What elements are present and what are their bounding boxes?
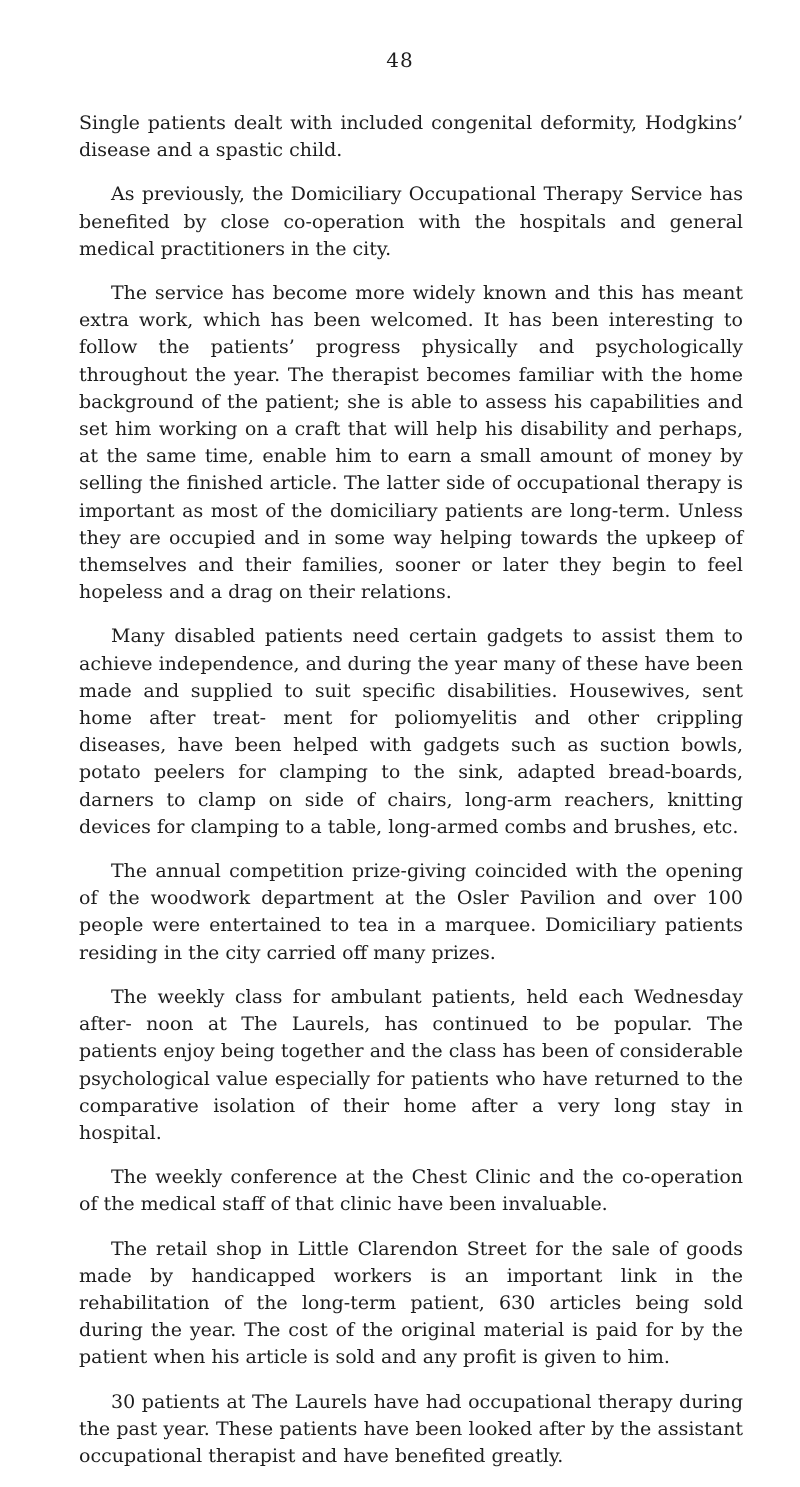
paragraph-laurels-patients: 30 patients at The Laurels have had occupational therapy during the past year. These patients have been looked after by the assistant occupational therapist and have benefited greatly. <box>79 1390 743 1467</box>
paragraph-competition: The annual competition prize-giving coincided with the opening of the woodwork department at the Osler Pavilion and over 100 people were entertained to tea in a marquee. Domiciliary patients residing in the city carried off many prizes. <box>79 860 743 964</box>
page-number: 48 <box>386 48 414 72</box>
paragraph-cooperation: As previously, the Domiciliary Occupational Therapy Service has benefited by close co-operation with the hospitals and general medical practitioners in the city. <box>79 183 743 260</box>
report-body <box>79 110 743 1487</box>
paragraph-chest-clinic: The weekly conference at the Chest Clinic and the co-operation of the medical staff of that clinic have been invaluable. <box>79 1166 743 1216</box>
paragraph-service-growth: The service has become more widely known and this has meant extra work, which has been welcomed. It has been interesting to follow the patients’ progress physically and psychologically throughout the year. The therapist becomes familiar with the home background of the patient; she is able to assess his capabilities and set him working on a craft that will help his disability and perhaps, at the same time, enable him to earn a small amount of money by selling the finished article. The latter side of occupational therapy is important as most of the domiciliary patients are long-term. Unless they are occupied and in some way helping towards the upkeep of themselves and their families, sooner or later they begin to feel hopeless and a drag on their relations. <box>79 282 743 604</box>
paragraph-retail-shop: The retail shop in Little Clarendon Street for the sale of goods made by handicapped workers is an important link in the rehabilitation of the long-term patient, 630 articles being sold during the year. The cost of the original material is paid for by the patient when his article is sold and any profit is given to him. <box>79 1237 743 1369</box>
paragraph-weekly-class: The weekly class for ambulant patients, held each Wednesday after- noon at The Laurels, has continued to be popular. The patients enjoy being together and the class has been of considerable psychological value especially for patients who have returned to the comparative isolation of their home after a very long stay in hospital. <box>79 985 743 1144</box>
paragraph-single-patients: Single patients dealt with included congenital deformity, Hodgkins’ disease and a spastic child. <box>79 112 743 162</box>
paragraph-gadgets: Many disabled patients need certain gadgets to assist them to achieve independence, and during the year many of these have been made and supplied to suit specific disabilities. Housewives, sent home after treat- ment for poliomyelitis and other crippling diseases, have been helped with gadgets such as suction bowls, potato peelers for clamping to the sink, adapted bread-boards, darners to clamp on side of chairs, long-arm reachers, knitting devices for clamping to a table, long-armed combs and brushes, etc. <box>79 625 743 838</box>
